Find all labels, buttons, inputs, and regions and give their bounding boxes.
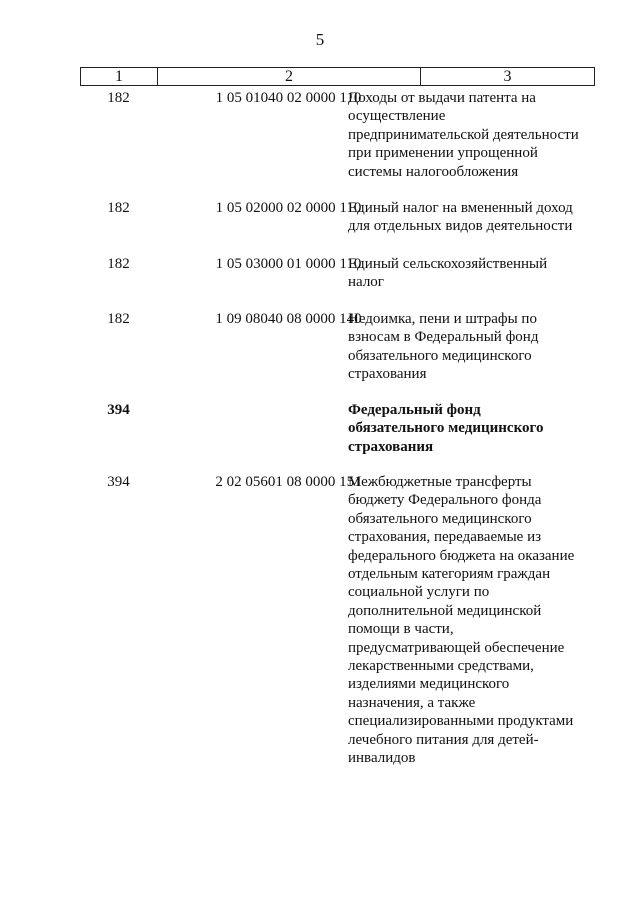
admin-code: 394 [107,402,130,418]
description-line: Федеральный фонд [348,402,481,418]
revenue-description [348,310,598,384]
budget-classification-code: 1 05 03000 01 0000 110 [215,256,362,272]
description-line: инвалидов [348,750,416,767]
description-line: страхования [348,366,427,383]
description-line: бюджету Федерального фонда [348,492,542,509]
description-line: лечебного питания для детей- [348,731,539,748]
header-col-1: 1 [81,68,158,85]
description-line: отдельным категориям граждан [348,566,551,583]
description-line: при применении упрощенной [348,145,538,162]
description-line: обязательного медицинского [348,420,544,437]
admin-code: 394 [107,474,130,490]
description-line: Единый сельскохозяйственный [348,256,548,272]
revenue-description [348,199,598,236]
description-line: Единый налог на вмененный доход [348,200,573,216]
description-line: федерального бюджета на оказание [348,547,575,564]
budget-classification-code: 1 05 01040 02 0000 110 [215,90,362,106]
description-line: страхования, передаваемые из [348,529,542,546]
description-line: помощи в части, [348,621,454,638]
description-line: дополнительной медицинской [348,602,542,619]
description-line: страхования [348,438,434,455]
admin-code: 182 [107,256,130,272]
description-line: специализированными продуктами [348,713,574,730]
budget-classification-code: 1 09 08040 08 0000 140 [215,311,362,327]
admin-code: 182 [107,90,130,106]
description-line: Доходы от выдачи патента на [348,90,536,106]
description-line: Недоимка, пени и штрафы по [348,311,537,327]
description-line: взносам в Федеральный фонд [348,329,539,346]
description-line: для отдельных видов деятельности [348,218,573,235]
revenue-description [348,255,598,292]
description-line: Межбюджетные трансферты [348,474,532,490]
description-line: обязательного медицинского [348,347,532,364]
table-header [80,67,595,86]
description-line: изделиями медицинского [348,676,510,693]
description-line: обязательного медицинского [348,510,532,527]
description-line: системы налогообложения [348,163,519,180]
admin-code: 182 [107,200,130,216]
page-number: 5 [315,30,325,49]
revenue-description [348,89,598,181]
budget-classification-code: 1 05 02000 02 0000 110 [215,200,362,216]
description-line: лекарственными средствами, [348,658,534,675]
description-line: социальной услуги по [348,584,490,601]
section-title [348,401,598,456]
budget-classification-code: 2 02 05601 08 0000 151 [215,474,362,490]
description-line: предусматривающей обеспечение [348,639,565,656]
header-col-2: 2 [158,68,421,85]
description-line: налог [348,274,384,291]
description-line: назначения, а также [348,694,476,711]
admin-code: 182 [107,311,130,327]
header-col-3: 3 [503,68,512,85]
description-line: осуществление [348,108,446,125]
description-line: предпринимательской деятельности [348,126,579,143]
revenue-description [348,473,598,768]
